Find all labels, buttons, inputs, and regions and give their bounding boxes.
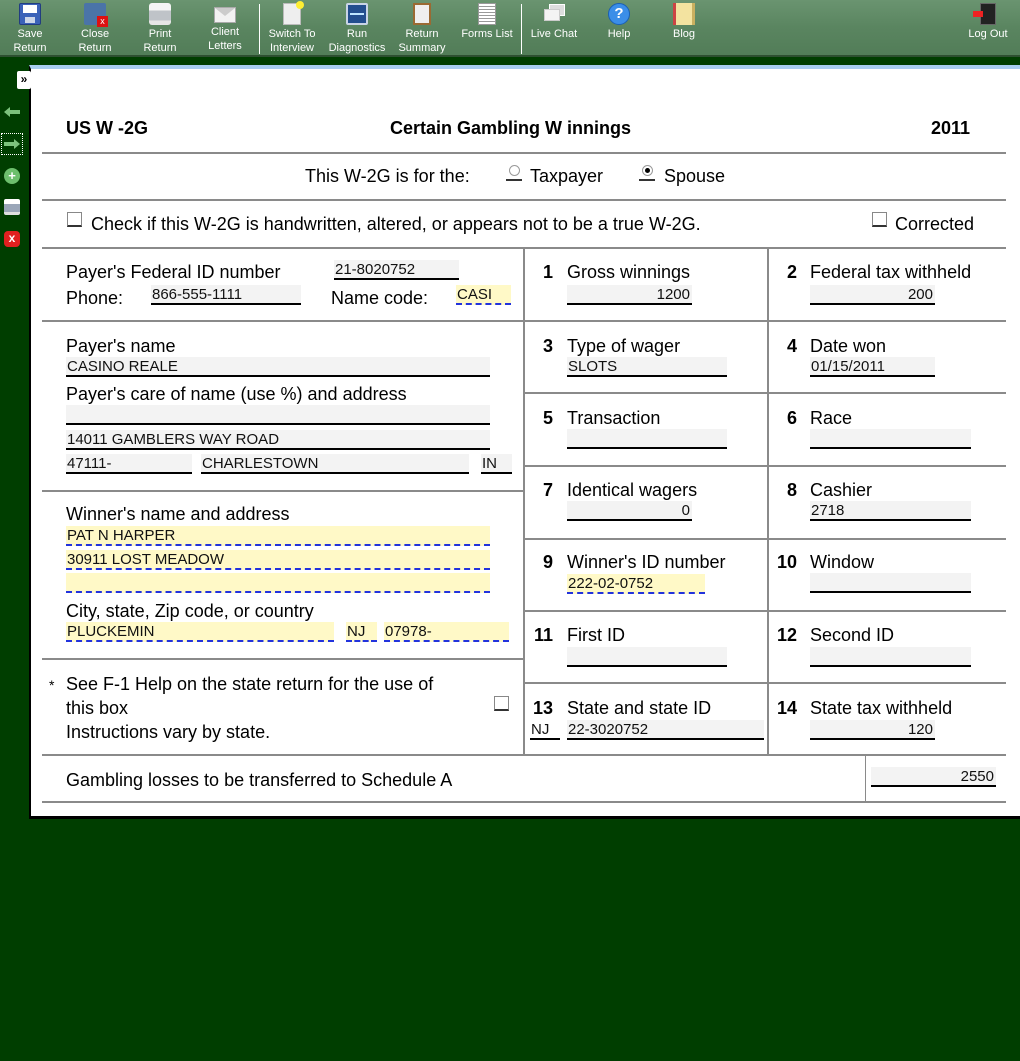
log-out-button[interactable] <box>956 3 1020 55</box>
button-label: Blog <box>672 28 696 40</box>
printer-icon <box>149 3 171 25</box>
payer-care-label: Payer's care of name (use %) and address <box>66 384 407 404</box>
spouse-label: Spouse <box>664 166 726 186</box>
first-id-label: First ID <box>567 625 625 645</box>
add-icon[interactable]: + <box>4 168 20 184</box>
state-id-field[interactable]: 22-3020752 <box>567 720 764 740</box>
expand-panel-button[interactable]: » <box>17 71 31 89</box>
forms-list-button[interactable] <box>455 3 519 55</box>
note-line-2: this box <box>66 698 129 718</box>
diagnostics-icon <box>346 3 368 25</box>
divider <box>524 538 1006 540</box>
race-field[interactable] <box>810 429 971 449</box>
payer-state-field[interactable]: IN <box>481 454 512 474</box>
box-number: 12 <box>776 625 797 645</box>
window-label: Window <box>810 552 875 572</box>
box-number: 5 <box>542 408 553 428</box>
winners-id-field[interactable]: 222-02-0752 <box>567 574 705 594</box>
column-divider <box>865 755 866 801</box>
transaction-label: Transaction <box>567 408 661 428</box>
winner-city-field[interactable]: PLUCKEMIN <box>66 622 334 642</box>
print-return-button[interactable] <box>128 3 192 55</box>
button-label: Letters <box>208 40 242 52</box>
payer-address-field[interactable]: 14011 GAMBLERS WAY ROAD <box>66 430 490 450</box>
button-label: Return <box>405 28 439 40</box>
box-number: 4 <box>786 336 797 356</box>
form-title: Certain Gambling W innings <box>390 118 632 138</box>
identical-wagers-field[interactable]: 0 <box>567 501 692 521</box>
box-number: 6 <box>786 408 797 428</box>
box-number: 2 <box>786 262 797 282</box>
state-id-label: State and state ID <box>567 698 712 718</box>
note-line-1: See F-1 Help on the state return for the use of <box>66 674 434 694</box>
back-arrow-icon[interactable] <box>4 104 20 120</box>
interview-icon <box>283 3 301 25</box>
payer-name-field[interactable]: CASINO REALE <box>66 357 490 377</box>
date-won-field[interactable]: 01/15/2011 <box>810 357 935 377</box>
blog-button[interactable] <box>652 3 716 55</box>
column-divider <box>523 248 525 754</box>
divider <box>524 392 1006 394</box>
box-number: 3 <box>542 336 553 356</box>
payer-care-field[interactable] <box>66 405 490 425</box>
logout-icon <box>980 3 996 25</box>
form-year: 2011 <box>931 118 971 138</box>
transaction-field[interactable] <box>567 429 727 449</box>
button-label: Close <box>80 28 110 40</box>
federal-tax-withheld-field[interactable]: 200 <box>810 285 935 305</box>
corrected-checkbox[interactable] <box>872 212 887 227</box>
state-code-field[interactable]: NJ <box>530 720 560 740</box>
print-icon[interactable] <box>4 199 20 215</box>
button-label: Diagnostics <box>328 42 386 54</box>
delete-icon[interactable]: x <box>4 231 20 247</box>
name-code-field[interactable]: CASI <box>456 285 511 305</box>
save-icon <box>19 3 41 25</box>
button-label: Run <box>346 28 368 40</box>
help-icon: ? <box>608 3 630 25</box>
run-diagnostics-button[interactable] <box>325 3 389 55</box>
return-summary-button[interactable] <box>390 3 454 55</box>
box-number: 8 <box>786 480 797 500</box>
button-label: Interview <box>269 42 315 54</box>
scroll-icon <box>673 3 695 25</box>
divider <box>524 465 1006 467</box>
button-label: Forms List <box>461 28 513 40</box>
note-asterisk: * <box>49 677 55 693</box>
divider <box>524 610 1006 612</box>
box-number: 10 <box>776 552 797 572</box>
divider <box>42 754 1006 756</box>
close-return-icon <box>84 3 106 25</box>
payer-fed-id-label: Payer's Federal ID number <box>66 262 281 282</box>
button-label: Log Out <box>968 28 1008 40</box>
corrected-label: Corrected <box>895 214 975 234</box>
button-label: Summary <box>398 42 446 54</box>
client-letters-button[interactable] <box>193 3 257 55</box>
envelope-icon <box>214 7 236 23</box>
divider <box>42 320 1006 322</box>
race-label: Race <box>810 408 853 428</box>
type-of-wager-field[interactable]: SLOTS <box>567 357 727 377</box>
box-number: 1 <box>542 262 553 282</box>
winner-name-field[interactable]: PAT N HARPER <box>66 526 490 546</box>
gross-winnings-label: Gross winnings <box>567 262 691 282</box>
second-id-field[interactable] <box>810 647 971 667</box>
gambling-losses-label: Gambling losses to be transferred to Schedule A <box>66 770 453 790</box>
handwritten-checkbox[interactable] <box>67 212 82 227</box>
switch-to-interview-button[interactable] <box>260 3 324 55</box>
button-label: Print <box>148 28 172 40</box>
state-tax-withheld-label: State tax withheld <box>810 698 953 718</box>
winner-address-field[interactable]: 30911 LOST MEADOW <box>66 550 490 570</box>
payer-name-label: Payer's name <box>66 336 176 356</box>
second-id-label: Second ID <box>810 625 895 645</box>
federal-tax-withheld-label: Federal tax withheld <box>810 262 972 282</box>
date-won-label: Date won <box>810 336 887 356</box>
type-of-wager-label: Type of wager <box>567 336 681 356</box>
payer-fed-id-field[interactable]: 21-8020752 <box>334 260 459 280</box>
button-label: Help <box>607 28 631 40</box>
payer-city-field[interactable]: CHARLESTOWN <box>201 454 469 474</box>
identical-wagers-label: Identical wagers <box>567 480 698 500</box>
taxpayer-radio[interactable] <box>506 165 522 181</box>
toolbar <box>0 0 1020 57</box>
box-number: 14 <box>776 698 797 718</box>
button-label: Switch To <box>268 28 316 40</box>
chat-icon <box>543 3 565 25</box>
handwritten-label: Check if this W-2G is handwritten, altered, or appears not to be a true W-2G. <box>91 214 701 234</box>
box-number: 11 <box>533 625 553 645</box>
winner-city-label: City, state, Zip code, or country <box>66 601 314 621</box>
window-field[interactable] <box>810 573 971 593</box>
list-icon <box>478 3 496 25</box>
winner-address2-field[interactable] <box>66 573 490 593</box>
cashier-label: Cashier <box>810 480 873 500</box>
help-button[interactable] <box>587 3 651 55</box>
spouse-radio[interactable] <box>639 165 655 181</box>
divider <box>524 682 1006 684</box>
winner-state-field[interactable]: NJ <box>346 622 377 642</box>
button-label: Return <box>78 42 112 54</box>
form-code: US W -2G <box>66 118 149 138</box>
winner-zip-field[interactable]: 07978- <box>384 622 509 642</box>
button-label: Return <box>143 42 177 54</box>
live-chat-button[interactable] <box>522 3 586 55</box>
payer-zip-field[interactable]: 47111- <box>66 454 192 474</box>
first-id-field[interactable] <box>567 647 727 667</box>
button-label: Save <box>17 28 43 40</box>
box-number: 9 <box>542 552 553 572</box>
save-return-button[interactable] <box>0 3 62 55</box>
button-label: Client <box>210 26 240 38</box>
forward-arrow-icon[interactable] <box>4 136 20 152</box>
phone-label: Phone: <box>66 288 124 308</box>
close-return-button[interactable] <box>63 3 127 55</box>
winners-id-label: Winner's ID number <box>567 552 726 572</box>
clipboard-icon <box>413 3 431 25</box>
state-box-checkbox[interactable] <box>494 696 509 711</box>
column-divider <box>767 248 769 754</box>
gross-winnings-field[interactable]: 1200 <box>567 285 692 305</box>
taxpayer-label: Taxpayer <box>530 166 604 186</box>
gambling-losses-field[interactable]: 2550 <box>871 767 996 787</box>
state-tax-withheld-field[interactable]: 120 <box>810 720 935 740</box>
box-number: 7 <box>542 480 553 500</box>
divider <box>42 152 1006 154</box>
button-label: Live Chat <box>530 28 578 40</box>
for-the-label: This W-2G is for the: <box>305 166 470 186</box>
button-label: Return <box>13 42 47 54</box>
divider <box>42 658 524 660</box>
note-line-3: Instructions vary by state. <box>66 722 271 742</box>
winner-label: Winner's name and address <box>66 504 290 524</box>
divider <box>42 490 524 492</box>
cashier-field[interactable]: 2718 <box>810 501 971 521</box>
box-number: 13 <box>532 698 553 718</box>
phone-field[interactable]: 866-555-1111 <box>151 285 301 305</box>
name-code-label: Name code: <box>331 288 429 308</box>
divider <box>42 199 1006 201</box>
divider <box>42 801 1006 803</box>
